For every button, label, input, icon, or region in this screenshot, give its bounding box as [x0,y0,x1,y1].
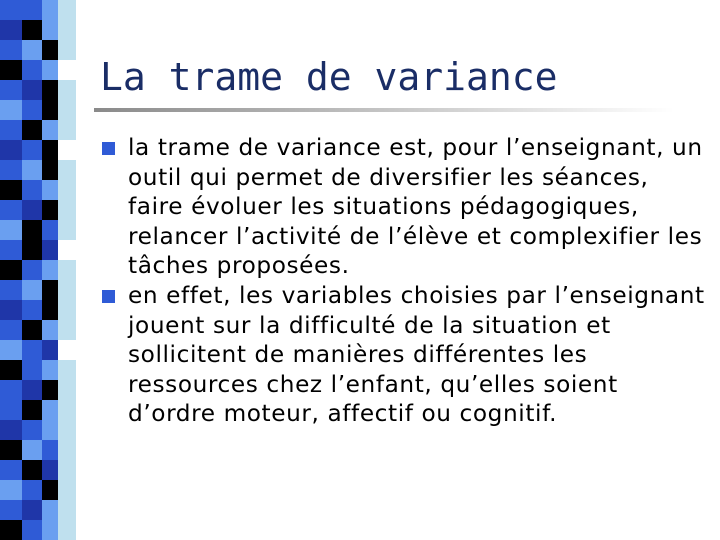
stripe-block [42,20,58,40]
stripe-block [0,0,22,20]
stripe-block [22,20,42,40]
stripe-block [22,320,42,340]
stripe-block [0,80,22,100]
stripe-block [58,520,76,540]
stripe-block [58,120,76,140]
stripe-block [0,180,22,200]
stripe-block [22,60,42,80]
stripe-block [42,100,58,120]
stripe-block [42,400,58,420]
stripe-block [22,220,42,240]
stripe-block [58,260,76,280]
stripe-block [58,440,76,460]
slide-title: La trame de variance [100,55,558,99]
stripe-block [22,440,42,460]
square-bullet-icon [102,142,115,155]
stripe-block [58,180,76,200]
stripe-block [42,440,58,460]
stripe-block [22,380,42,400]
stripe-block [0,160,22,180]
stripe-block [58,480,76,500]
stripe-block [58,500,76,520]
stripe-block [22,480,42,500]
stripe-block [58,420,76,440]
stripe-block [0,140,22,160]
stripe-block [58,360,76,380]
stripe-block [0,380,22,400]
stripe-block [0,440,22,460]
stripe-block [58,220,76,240]
stripe-block [0,500,22,520]
stripe-block [42,40,58,60]
stripe-block [22,300,42,320]
stripe-block [42,480,58,500]
bullet-text: en effet, les variables choisies par l’enseignant jouent sur la difficulté de la situation et sollicitent de manières différentes les ressources chez l’enfant, qu’elles soient d’ordre moteur, affectif ou cognitif. [128,281,705,428]
stripe-block [0,260,22,280]
stripe-block [22,500,42,520]
stripe-block [42,240,58,260]
stripe-block [0,20,22,40]
bullet-item [100,281,710,429]
stripe-block [42,340,58,360]
stripe-block [42,320,58,340]
stripe-block [58,160,76,180]
stripe-block [42,200,58,220]
stripe-block [22,100,42,120]
stripe-block [22,180,42,200]
stripe-block [22,140,42,160]
stripe-block [58,100,76,120]
stripe-block [22,260,42,280]
stripe-block [42,0,58,20]
stripe-block [0,520,22,540]
stripe-block [58,140,76,160]
stripe-block [42,460,58,480]
stripe-block [22,200,42,220]
stripe-block [58,40,76,60]
stripe-block [0,460,22,480]
stripe-block [22,360,42,380]
stripe-block [22,160,42,180]
stripe-block [42,360,58,380]
stripe-block [42,260,58,280]
stripe-block [42,420,58,440]
stripe-block [42,520,58,540]
stripe-block [58,460,76,480]
stripe-block [42,380,58,400]
stripe-block [58,200,76,220]
stripe-block [22,420,42,440]
title-underline [94,108,674,112]
stripe-block [22,0,42,20]
slide-body [100,133,710,429]
stripe-block [22,240,42,260]
stripe-block [58,380,76,400]
stripe-block [0,100,22,120]
stripe-block [0,360,22,380]
stripe-block [42,80,58,100]
stripe-block [0,240,22,260]
stripe-block [0,480,22,500]
stripe-block [0,120,22,140]
stripe-block [58,300,76,320]
stripe-block [42,500,58,520]
stripe-block [58,340,76,360]
stripe-block [0,200,22,220]
stripe-block [58,80,76,100]
stripe-block [0,400,22,420]
stripe-block [22,40,42,60]
stripe-block [42,140,58,160]
stripe-block [58,400,76,420]
stripe-block [22,400,42,420]
stripe-block [22,120,42,140]
bullet-item [100,133,710,281]
stripe-block [58,0,76,20]
stripe-block [42,220,58,240]
stripe-block [58,20,76,40]
stripe-block [0,340,22,360]
decorative-stripe [0,0,76,540]
stripe-block [22,520,42,540]
stripe-block [58,320,76,340]
stripe-block [58,240,76,260]
stripe-block [0,220,22,240]
stripe-block [42,180,58,200]
stripe-block [22,80,42,100]
stripe-block [42,160,58,180]
stripe-block [0,40,22,60]
stripe-block [22,340,42,360]
square-bullet-icon [102,290,115,303]
stripe-block [0,280,22,300]
stripe-block [0,420,22,440]
stripe-block [42,280,58,300]
stripe-block [42,120,58,140]
stripe-block [42,300,58,320]
stripe-block [42,60,58,80]
stripe-block [0,60,22,80]
stripe-block [58,280,76,300]
bullet-text: la trame de variance est, pour l’enseignant, un outil qui permet de diversifier les séances, faire évoluer les situations pédagogiques, relancer l’activité de l’élève et complexifier les tâches proposées. [128,134,703,280]
stripe-block [22,280,42,300]
stripe-block [0,300,22,320]
stripe-block [22,460,42,480]
stripe-block [0,320,22,340]
stripe-block [58,60,76,80]
